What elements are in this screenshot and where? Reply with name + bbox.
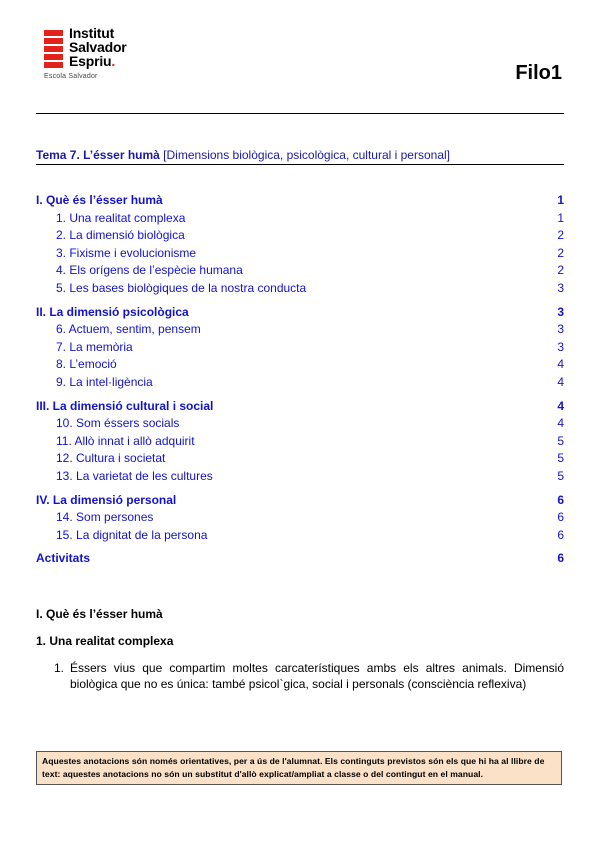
logo-mark-icon	[44, 30, 63, 70]
toc-item-label: 11. Allò innat i allò adquirit	[56, 433, 195, 448]
subsection-heading: 1. Una realitat complexa	[36, 634, 174, 648]
paragraph-text: Éssers vius que compartim moltes carcaterístiques ambs els altres animals. Dimensió biològica que no es única: també psicol`gica, social i personals (consciència reflexiva)	[70, 661, 564, 691]
toc-item-label: 2. La dimensió biològica	[56, 228, 185, 243]
toc-page-number: 3	[557, 322, 564, 337]
topic-divider	[36, 164, 564, 165]
toc-item-label: 6. Actuem, sentim, pensem	[56, 322, 201, 337]
toc-page-number: 2	[557, 263, 564, 278]
toc-item-label: 12. Cultura i societat	[56, 451, 166, 466]
toc-item-label: 13. La varietat de les cultures	[56, 468, 213, 483]
toc-item-label: 1. Una realitat complexa	[56, 210, 186, 225]
toc-item[interactable]	[36, 356, 564, 374]
school-logo	[44, 26, 154, 86]
toc-section-label: I. Què és l’ésser humà	[36, 193, 163, 207]
toc-page-number: 1	[557, 193, 564, 207]
toc-page-number: 4	[557, 416, 564, 431]
toc-item-label: 8. L’emoció	[56, 357, 117, 372]
toc-page-number: 3	[557, 339, 564, 354]
toc-item[interactable]	[36, 374, 564, 392]
toc-item-label: 14. Som persones	[56, 510, 154, 525]
toc-section-label: Activitats	[36, 551, 91, 566]
toc-page-number: 5	[557, 433, 564, 448]
toc-item[interactable]	[36, 468, 564, 486]
table-of-contents	[36, 192, 564, 568]
toc-item[interactable]	[36, 262, 564, 280]
section-heading: I. Què és l’ésser humà	[36, 607, 163, 621]
toc-page-number: 2	[557, 228, 564, 243]
toc-item[interactable]	[36, 433, 564, 451]
toc-item[interactable]	[36, 509, 564, 527]
toc-page-number: 6	[557, 527, 564, 542]
toc-page-number: 6	[557, 551, 564, 566]
toc-item-label: 3. Fixisme i evolucionisme	[56, 245, 197, 260]
topic-title-subtitle: [Dimensions biològica, psicològica, cultural i personal]	[159, 148, 450, 162]
numbered-paragraph	[54, 660, 564, 692]
logo-dot: .	[111, 53, 116, 69]
toc-page-number: 5	[557, 451, 564, 466]
toc-page-number: 6	[557, 492, 564, 507]
toc-item-label: 5. Les bases biològiques de la nostra conducta	[56, 280, 307, 295]
header-divider	[36, 113, 564, 114]
toc-page-number: 5	[557, 468, 564, 483]
toc-item-label: 7. La memòria	[56, 339, 133, 354]
toc-section-activities[interactable]	[36, 550, 564, 568]
toc-section-label: IV. La dimensió personal	[36, 492, 177, 507]
toc-section-3[interactable]	[36, 398, 564, 416]
toc-item-label: 4. Els orígens de l’espècie humana	[56, 263, 243, 278]
toc-page-number: 4	[557, 357, 564, 372]
toc-page-number: 4	[557, 398, 564, 413]
toc-page-number: 3	[557, 280, 564, 295]
logo-line-3: Espriu	[69, 53, 112, 69]
toc-item[interactable]	[36, 227, 564, 245]
logo-line-1: Institut	[69, 25, 115, 41]
toc-section-4[interactable]	[36, 492, 564, 510]
toc-item[interactable]	[36, 245, 564, 263]
toc-item[interactable]	[36, 339, 564, 357]
toc-item[interactable]	[36, 280, 564, 298]
toc-section-2[interactable]	[36, 304, 564, 322]
toc-page-number: 4	[557, 374, 564, 389]
topic-title-bold: Tema 7. L’ésser humà	[36, 148, 160, 162]
toc-item[interactable]	[36, 210, 564, 228]
document-title: Filo1	[515, 62, 562, 84]
toc-item-label: 10. Som éssers socials	[56, 416, 180, 431]
disclaimer-note: Aquestes anotacions són només orientatives, per a ús de l'alumnat. Els continguts previstos són els que hi ha al llibre de text: aquestes anotacions no són un substitut d'allò explicat/ampliat a classe o del contingut en el manual.	[36, 751, 562, 785]
toc-item-label: 9. La intel·ligència	[56, 374, 153, 389]
logo-line-2: Salvador	[69, 39, 127, 55]
topic-title	[36, 148, 450, 162]
toc-section-label: III. La dimensió cultural i social	[36, 398, 214, 413]
toc-section-1[interactable]	[36, 192, 564, 210]
toc-item[interactable]	[36, 450, 564, 468]
toc-item[interactable]	[36, 321, 564, 339]
toc-section-label: II. La dimensió psicològica	[36, 304, 189, 319]
toc-item-label: 15. La dignitat de la persona	[56, 527, 208, 542]
toc-page-number: 3	[557, 304, 564, 319]
paragraph-number: 1.	[54, 661, 65, 675]
toc-page-number: 1	[557, 210, 564, 225]
toc-item[interactable]	[36, 415, 564, 433]
toc-item[interactable]	[36, 527, 564, 545]
toc-page-number: 6	[557, 510, 564, 525]
toc-page-number: 2	[557, 245, 564, 260]
logo-subtitle: Escola Salvador	[44, 73, 98, 80]
